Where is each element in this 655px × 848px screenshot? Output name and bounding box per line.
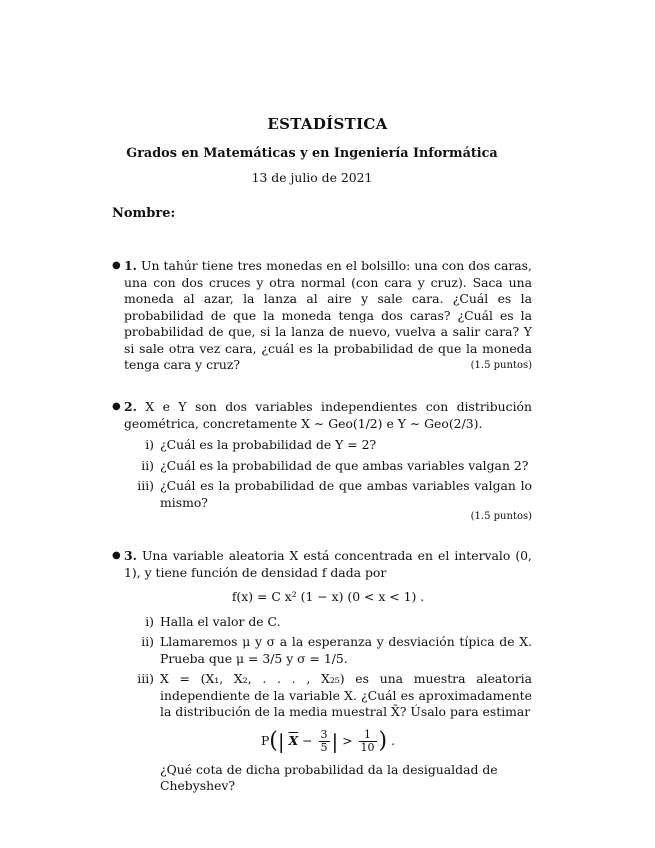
- points-label: (1.5 puntos): [470, 511, 532, 522]
- subquestion-label: iii): [137, 478, 154, 493]
- fraction: $\frac{3}{5}$: [320, 727, 328, 754]
- formula-minus: −: [302, 732, 313, 748]
- page-subtitle: Grados en Matemáticas y en Ingeniería Informática: [126, 146, 498, 161]
- subquestion: [124, 458, 532, 475]
- closing-question: ¿Qué cota de dicha probabilidad da la desigualdad de Chebyshev?: [160, 761, 498, 793]
- problem-statement: X e Y son dos variables independientes con distribución geométrica, concretamente X ∼ Geo(1/2) e Y ∼ Geo(2/3).: [124, 399, 532, 431]
- subquestion-text: X = (X₁, X₂, . . . , X₂₅) es una muestra aleatoria independiente de la variable X. ¿Cuál es aproximadamente la distribución de la media muestral X̄? Úsalo para estimar: [160, 671, 532, 719]
- problem-number: 2.: [124, 399, 137, 414]
- problem-statement: Una variable aleatoria X está concentrada en el intervalo (0, 1), y tiene función de densidad f dada por: [124, 548, 532, 580]
- exam-date: 13 de julio de 2021: [251, 170, 373, 185]
- problem-statement: Un tahúr tiene tres monedas en el bolsillo: una con dos caras, una con dos cruces y otra normal (con cara y cruz). Saca una moneda al azar, la lanza al aire y sale cara. ¿Cuál es la probabilidad de que la moneda tenga dos caras? ¿Cuál es la probabilidad de que, si la lanza de nuevo, vuelva a salir cara? Y si sale otra vez cara, ¿cuál es la probabilidad de que la moneda tenga cara y cruz?: [124, 258, 532, 372]
- problem-1-text: [124, 258, 532, 374]
- subquestion-label: ii): [141, 634, 154, 649]
- subquestion: [124, 634, 532, 667]
- subquestion: [124, 671, 532, 721]
- subquestion-label: iii): [137, 671, 154, 686]
- problem-2: [112, 399, 532, 522]
- subquestion-list: [124, 437, 532, 511]
- bullet-icon: ●: [112, 550, 121, 561]
- subquestion: [124, 614, 532, 631]
- subquestion: [124, 478, 532, 511]
- problem-3: [112, 548, 532, 795]
- problem-1: [112, 258, 532, 374]
- points-label: (1.5 puntos): [470, 360, 532, 371]
- problem-2-text: [124, 399, 532, 432]
- formula-xbar: $\overline{X}$: [288, 732, 299, 748]
- bullet-icon: ●: [112, 401, 121, 412]
- subquestion-text: Halla el valor de C.: [160, 613, 281, 629]
- subquestion-label: ii): [141, 457, 154, 473]
- subquestion-text: ¿Cuál es la probabilidad de que ambas variables valgan lo mismo?: [160, 478, 532, 510]
- page-title: ESTADÍSTICA: [267, 115, 388, 133]
- name-label: Nombre:: [112, 206, 176, 221]
- problem-3-text: [124, 548, 532, 581]
- probability-formula: P(| $\overline{X}$ − $\frac{3}{5}$ | > $\frac{1}{10}$ ) .: [260, 727, 396, 754]
- fraction: $\frac{1}{10}$: [360, 727, 375, 754]
- problem-number: 3.: [124, 548, 137, 563]
- formula-suffix: .: [391, 732, 396, 748]
- formula-prefix: P: [260, 732, 270, 748]
- subquestion: [124, 437, 532, 454]
- bullet-icon: ●: [112, 260, 121, 271]
- subquestion-label: i): [145, 613, 154, 629]
- subquestion-list: [124, 614, 532, 721]
- formula-gt: >: [342, 732, 353, 748]
- subquestion-text: ¿Cuál es la probabilidad de que ambas variables valgan 2?: [160, 457, 529, 473]
- subquestion-label: i): [145, 437, 154, 452]
- problem-number: 1.: [124, 258, 137, 273]
- subquestion-text: Llamaremos μ y σ a la esperanza y desviación típica de X. Prueba que μ = 3/5 y σ = 1/5.: [160, 634, 532, 666]
- subquestion-text: ¿Cuál es la probabilidad de Y = 2?: [160, 437, 377, 452]
- density-formula: f(x) = C x² (1 − x) (0 < x < 1) .: [231, 589, 425, 604]
